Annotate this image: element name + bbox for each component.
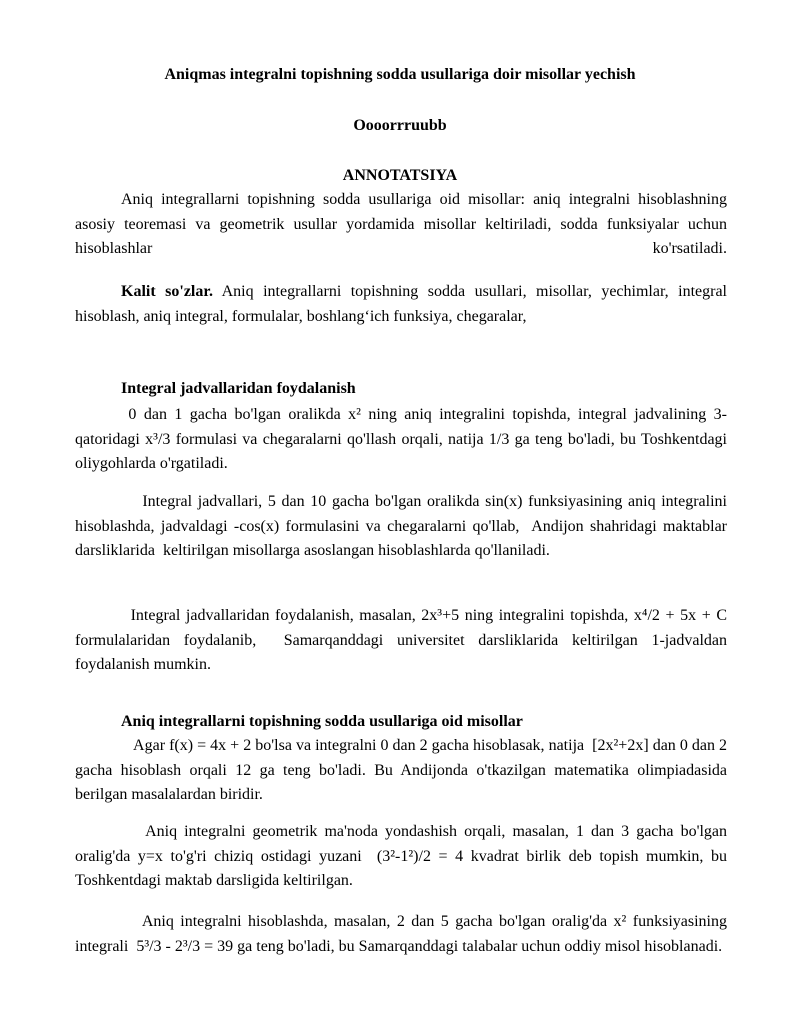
section1-paragraph-1: 0 dan 1 gacha bo'lgan oralikda x² ning aniq integralini topishda, integral jadvalining 3-qatoridagi x³/3 formulasi va chegaralarni qo'llash orqali, natija 1/3 ga teng bo'ladi, bu Toshkentdagi oliygohlarda o'rgatiladi. <box>75 406 731 472</box>
section2-paragraph-3: Aniq integralni hisoblashda, masalan, 2 dan 5 gacha bo'lgan oralig'da x² funksiyasining integrali 5³/3 - 2³/3 = 39 ga teng bo'ladi, bu Samarqanddagi talabalar uchun oddiy misol hisoblanadi. <box>75 913 732 955</box>
keywords-label: Kalit so'zlar. <box>121 283 213 300</box>
document-author: Oooorrruubb <box>353 117 447 134</box>
section1-paragraph-3: Integral jadvallaridan foydalanish, masalan, 2x³+5 ning integralini topishda, x⁴/2 + 5x + C formulalaridan foydalanib, Samarqanddagi universitet darsliklarida keltirilgan 1-jadvaldan foydalanish mumkin. <box>75 607 731 673</box>
document-title: Aniqmas integralni topishning sodda usullariga doir misollar yechish <box>164 66 636 83</box>
annotation-text: Aniq integrallarni topishning sodda usullariga oid misollar: aniq integralni hisoblashning asosiy teoremasi va geometrik usullar yordamida misollar keltiriladi, sodda funksiyalar uchun hisoblashlar ko'rsatiladi. <box>75 191 727 257</box>
section2-paragraph-1: Agar f(x) = 4x + 2 bo'lsa va integralni 0 dan 2 gacha hisoblasak, natija [2x²+2x] dan 0 dan 2 gacha hisoblash orqali 12 ga teng bo'ladi. Bu Andijonda o'tkazilgan matematika olimpiadasida berilgan masalalardan biridir. <box>75 737 732 803</box>
section2-heading: Aniq integrallarni topishning sodda usullariga oid misollar <box>121 713 523 730</box>
annotation-heading: ANNOTATSIYA <box>342 167 458 184</box>
section2-paragraph-2: Aniq integralni geometrik ma'noda yondashish orqali, masalan, 1 dan 3 gacha bo'lgan oralig'da y=x to'g'ri chiziq ostidagi yuzani (3²-1²)/2 = 4 kvadrat birlik deb topish mumkin, bu Toshkentdagi maktab darsligida keltirilgan. <box>75 823 731 889</box>
section1-heading: Integral jadvallaridan foydalanish <box>121 380 356 397</box>
keywords-paragraph <box>75 280 727 329</box>
keywords-text: Aniq integrallarni topishning sodda usullari, misollar, yechimlar, integral hisoblash, aniq integral, formulalar, boshlang‘ich funksiya, chegaralar, <box>75 283 727 325</box>
section1-paragraph-2: Integral jadvallari, 5 dan 10 gacha bo'lgan oralikda sin(x) funksiyasining aniq integralini hisoblashda, jadvaldagi -cos(x) formulasini va chegaralarni qo'llab, Andijon shahridagi maktablar darsliklarida keltirilgan misollarga asoslangan hisoblashlarda qo'llaniladi. <box>75 493 731 559</box>
